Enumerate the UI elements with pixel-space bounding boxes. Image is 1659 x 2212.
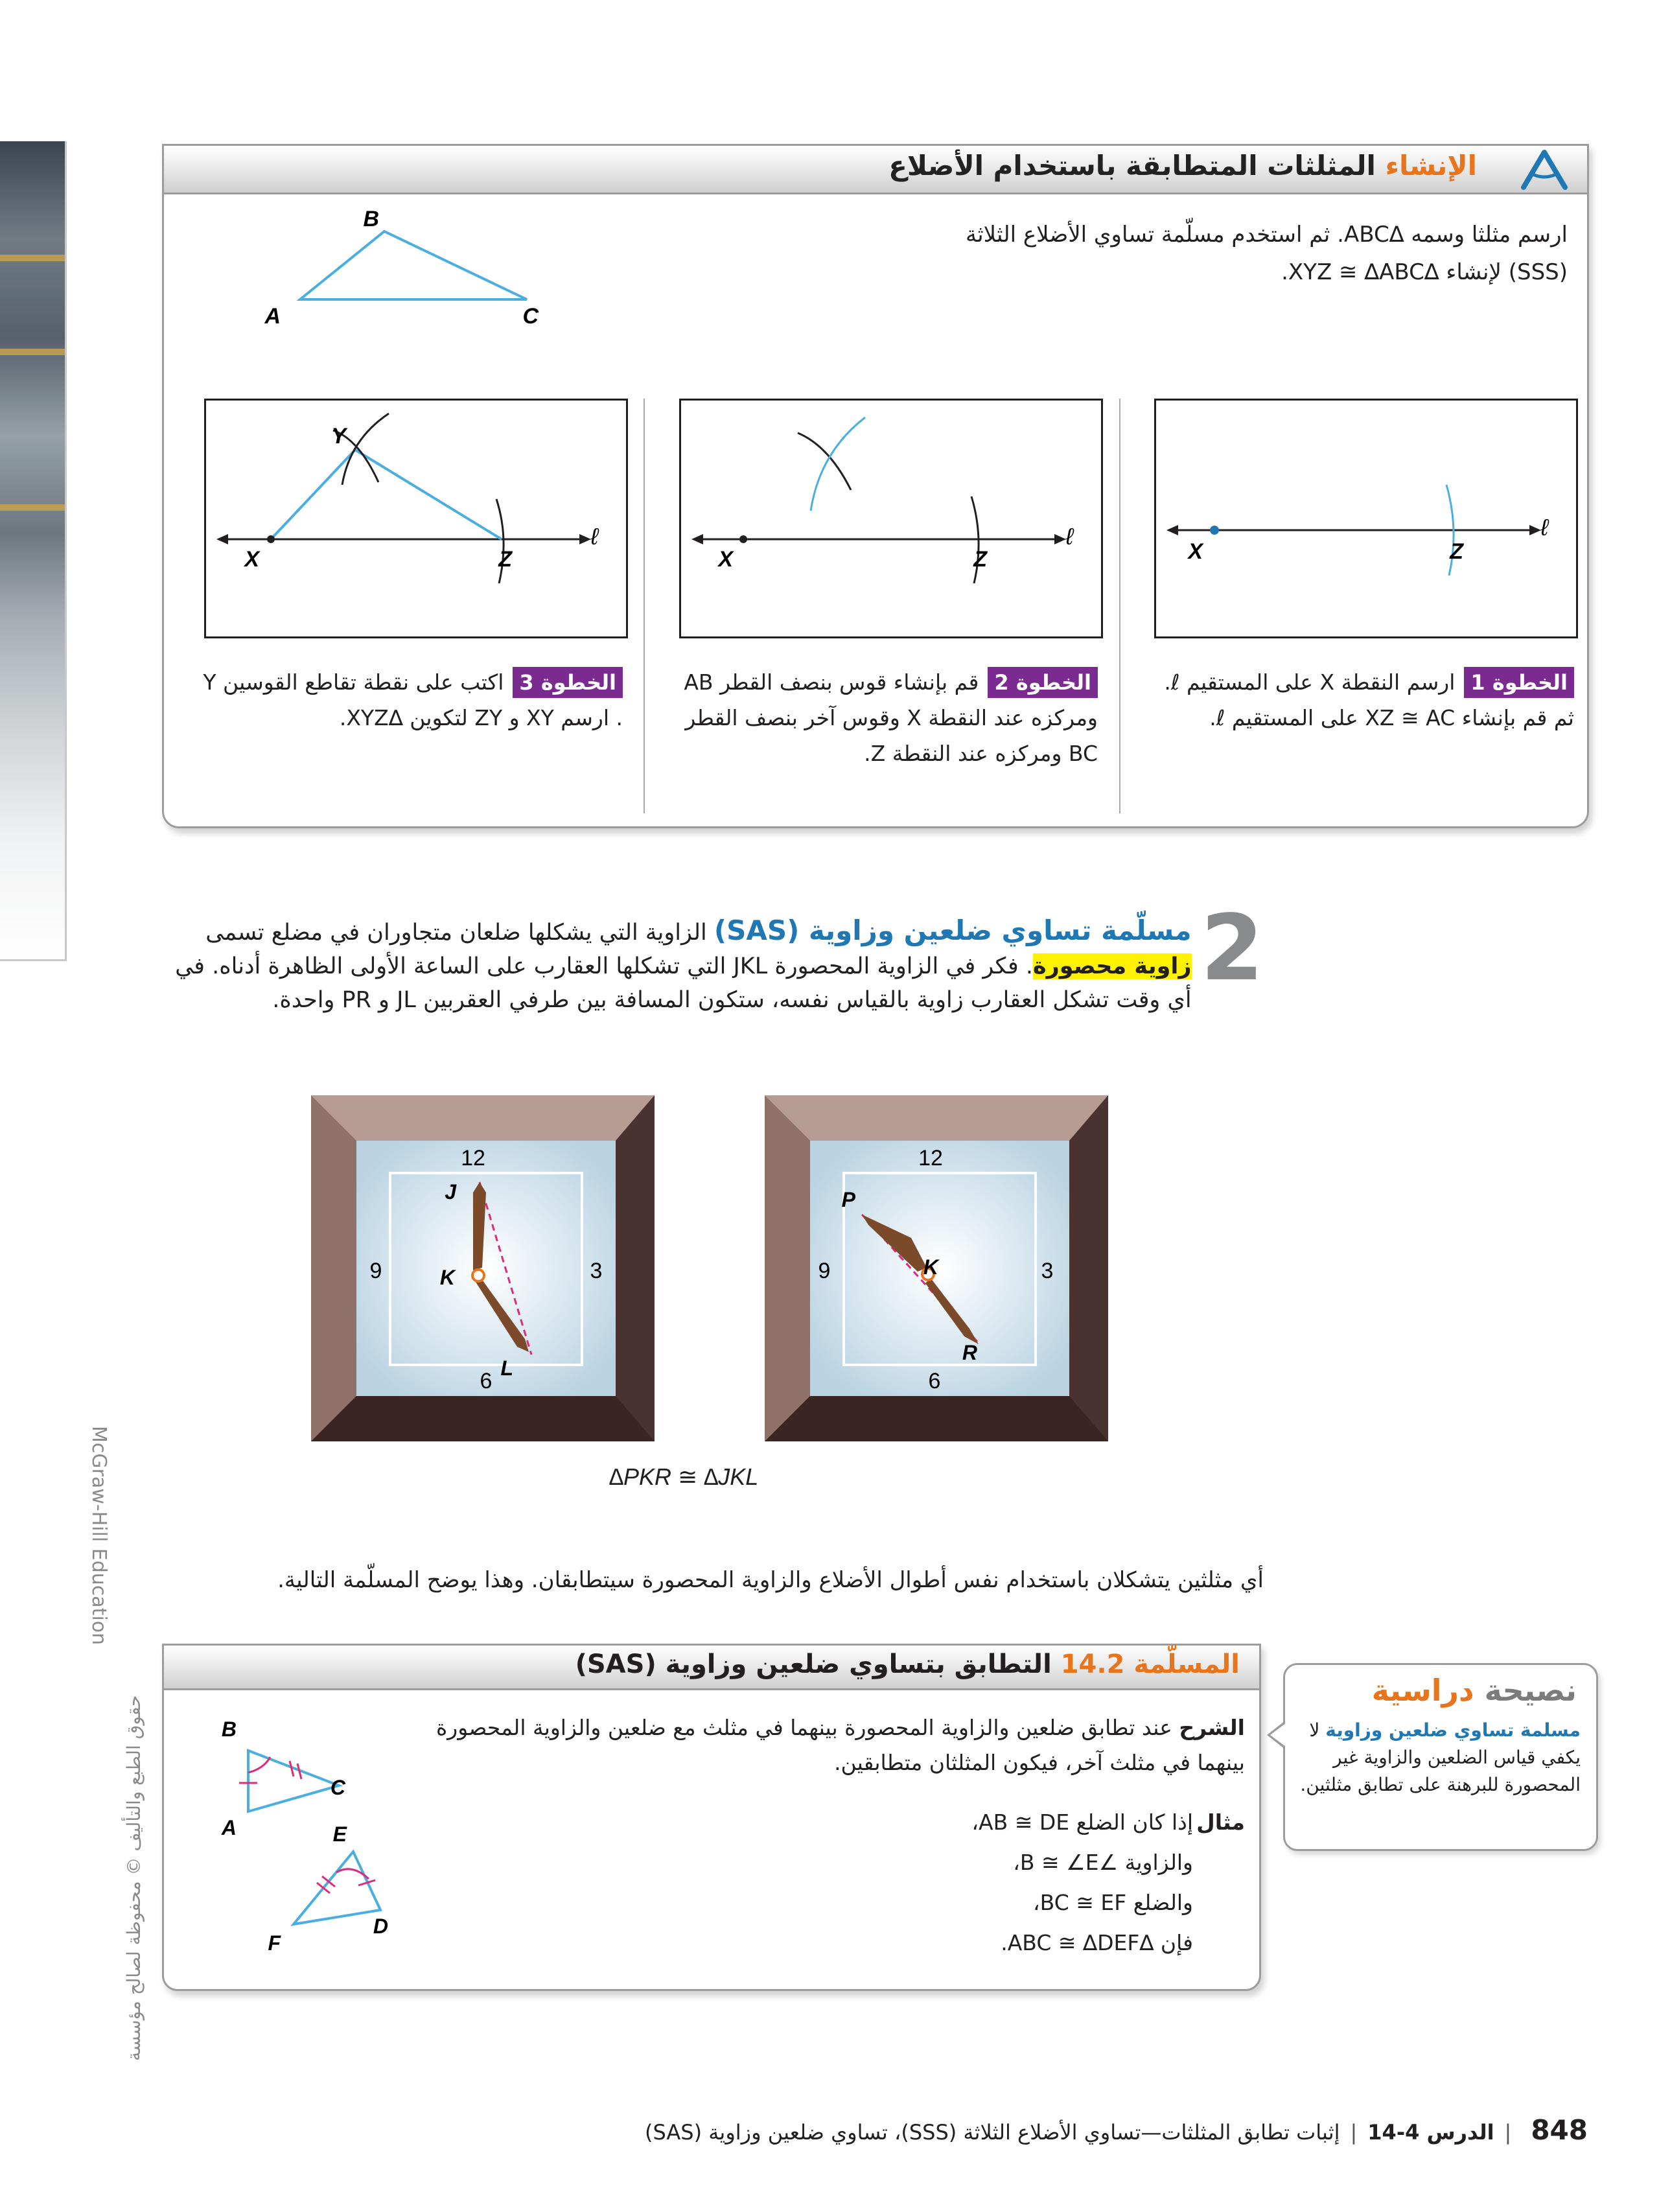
example-line-4: فإن ∆ABC ≅ ∆DEF. — [1001, 1930, 1193, 1955]
step-3-badge: الخطوة 3 — [513, 667, 623, 698]
step1-label-line: ℓ — [1540, 514, 1548, 541]
clock-left-3: 3 — [590, 1259, 603, 1283]
label-c: C — [522, 304, 539, 329]
construction-title-text: المثلثات المتطابقة باستخدام الأضلاع — [888, 150, 1376, 181]
step3-label-x: X — [244, 547, 259, 572]
study-tip-body — [1295, 1717, 1581, 1799]
step-divider — [644, 399, 645, 813]
postulate-header — [164, 1646, 1259, 1690]
step-1-text: ارسم النقطة X على المستقيم ℓ. ثم قم بإنشاء XZ ≅ AC على المستقيم ℓ. — [1164, 669, 1574, 730]
clock-left-k: K — [439, 1266, 455, 1289]
section-title: مسلّمة تساوي ضلعين وزاوية (SAS) — [713, 914, 1192, 946]
step2-label-x: X — [718, 547, 733, 572]
explain-text: عند تطابق ضلعين والزاوية المحصورة بينهما في مثلث مع ضلعين والزاوية المحصورة بينهما في مثلث آخر، فيكون المثلثان متطابقين. — [436, 1715, 1245, 1775]
postulate-explain — [402, 1710, 1245, 1780]
postulate-lead-sentence: أي مثلثين يتشكلان باستخدام نفس أطوال الأضلاع والزاوية المحصورة سيتطابقان. وهذا يوضح المسلّمة التالية. — [277, 1567, 1264, 1593]
step2-label-line: ℓ — [1065, 523, 1073, 550]
label-a: A — [264, 304, 281, 329]
study-tip — [1283, 1663, 1598, 1851]
step-3-caption — [202, 664, 623, 736]
step-2-figure — [679, 399, 1103, 638]
example-label: مثال — [1196, 1810, 1245, 1835]
lesson-number: الدرس 4-14 — [1367, 2120, 1494, 2145]
post-label-f: F — [268, 1931, 281, 1955]
section-text-1: الزاوية التي يشكلها ضلعان متجاوران في مضلع تسمى — [205, 920, 707, 946]
section-2 — [156, 896, 1264, 1017]
post-label-a: A — [221, 1816, 237, 1839]
step3-label-y: Y — [331, 424, 346, 448]
post-label-e: E — [332, 1822, 347, 1846]
construction-compass-icon — [1517, 148, 1572, 190]
post-label-b: B — [221, 1717, 237, 1741]
step-1-caption — [1153, 664, 1574, 736]
example-line-2: والزاوية ∠B ≅ ∠E، — [1013, 1850, 1193, 1875]
clock-right-3: 3 — [1041, 1259, 1054, 1283]
postulate-example — [791, 1802, 1245, 1963]
clock-right-k: K — [923, 1255, 938, 1279]
study-tip-highlight: مسلمة تساوي ضلعين وزاوية — [1325, 1719, 1581, 1741]
clock-right — [765, 1095, 1108, 1441]
included-angle-term: زاوية محصورة — [1032, 953, 1192, 979]
clock-left-l: L — [500, 1356, 513, 1380]
post-label-d: D — [373, 1915, 388, 1938]
publisher-credit: McGraw-Hill Education — [87, 1426, 110, 1646]
clock-left-9: 9 — [369, 1259, 382, 1283]
construction-intro: ارسم مثلثا وسمه ∆ABC. ثم استخدم مسلّمة تساوي الأضلاع الثلاثة (SSS) لإنشاء ∆XYZ ≅ ∆ABC. — [965, 222, 1568, 285]
postulate-title-text: التطابق بتساوي ضلعين وزاوية (SAS) — [575, 1649, 1052, 1679]
study-tip-title-b: دراسية — [1371, 1673, 1474, 1708]
clock-right-r: R — [962, 1341, 977, 1364]
step-2-badge: الخطوة 2 — [988, 667, 1098, 698]
lesson-title: إثبات تطابق المثلثات—تساوي الأضلاع الثلاثة (SSS)، تساوي ضلعين وزاوية (SAS) — [645, 2120, 1340, 2145]
example-line-1: إذا كان الضلع AB ≅ DE، — [971, 1810, 1193, 1835]
step-1-figure — [1154, 399, 1578, 638]
explain-label: الشرح — [1179, 1715, 1245, 1740]
step-divider — [1119, 399, 1120, 813]
clock-right-6: 6 — [928, 1369, 941, 1393]
postulate-title — [575, 1649, 1240, 1679]
step-3-figure — [204, 399, 628, 638]
step-2-text: قم بإنشاء قوس بنصف القطر AB ومركزه عند النقطة X وقوس آخر بنصف القطر BC ومركزه عند النقطة Z. — [684, 669, 1098, 766]
clock-left-12: 12 — [461, 1146, 485, 1170]
step3-label-z: Z — [498, 547, 512, 572]
step-1-badge: الخطوة 1 — [1464, 667, 1574, 698]
construction-header — [164, 146, 1587, 194]
post-label-c: C — [330, 1776, 345, 1799]
clock-right-12: 12 — [918, 1146, 943, 1170]
triangle-abc-figure — [264, 205, 605, 329]
side-photo — [0, 141, 67, 961]
clocks-figure — [311, 1095, 1128, 1458]
step3-label-line: ℓ — [590, 523, 598, 550]
construction-box — [162, 144, 1589, 828]
study-tip-title — [1372, 1673, 1577, 1708]
clock-left-6: 6 — [480, 1369, 493, 1393]
example-line-3: والضلع BC ≅ EF، — [1033, 1890, 1193, 1915]
clock-right-9: 9 — [818, 1259, 831, 1283]
clock-left — [311, 1095, 655, 1441]
study-tip-title-a: نصيحة — [1484, 1673, 1577, 1708]
section-number: 2 — [1200, 896, 1264, 1001]
clock-left-j: J — [445, 1180, 456, 1204]
study-tip-text: لا يكفي قياس الضلعين والزاوية غير المحصورة للبرهنة على تطابق مثلثين. — [1300, 1719, 1581, 1795]
clock-right-p: P — [841, 1188, 855, 1211]
section-text-2: . فكر في الزاوية المحصورة JKL التي تشكلها العقارب على الساعة الأولى الظاهرة أدناه. في أي وقت تشكل العقارب زاوية بالقياس نفسه، ستكون المسافة بين طرفي العقربين JL و PR واحدة. — [175, 953, 1192, 1013]
construction-title — [888, 150, 1477, 181]
clocks-caption: ∆PKR ≅ ∆JKL — [609, 1463, 759, 1490]
step-2-caption — [677, 664, 1098, 771]
step-3-text: اكتب على نقطة تقاطع القوسين Y . ارسم XY و ZY لتكوين ∆XYZ. — [203, 669, 623, 730]
page-footer: 848|الدرس 4-14|إثبات تطابق المثلثات—تساوي الأضلاع الثلاثة (SSS)، تساوي ضلعين وزاوية (SAS) — [645, 2114, 1588, 2146]
postulate-box — [162, 1644, 1261, 1991]
postulate-label: المسلّمة 14.2 — [1060, 1649, 1240, 1679]
step1-label-x: X — [1188, 539, 1203, 564]
page-number: 848 — [1531, 2114, 1588, 2146]
step1-label-z: Z — [1450, 539, 1463, 564]
construction-label: الإنشاء — [1385, 150, 1477, 181]
step2-label-z: Z — [973, 547, 987, 572]
copyright-notice: حقوق الطبع والتأليف © محفوظة لصالح مؤسسة — [123, 1695, 145, 2061]
postulate-triangles-figure — [196, 1697, 430, 1976]
label-b: B — [363, 207, 379, 231]
